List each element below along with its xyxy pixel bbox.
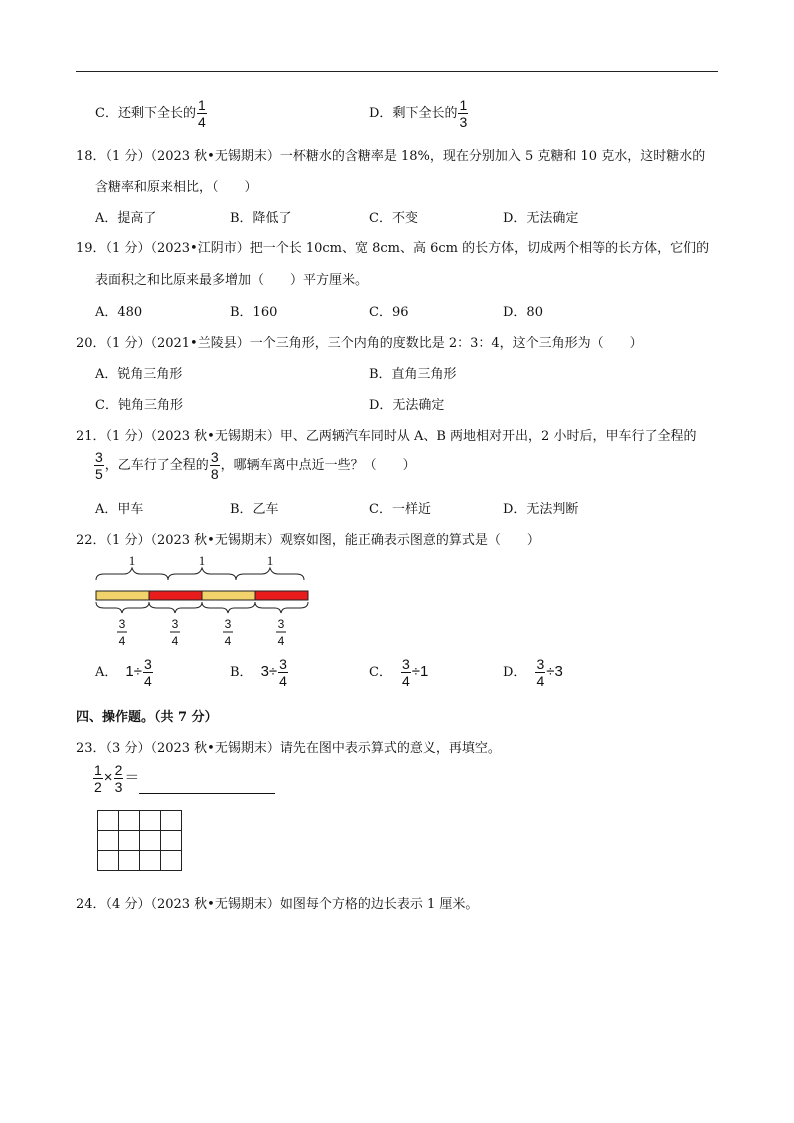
q18-option-a[interactable]: A．提高了 (95, 211, 157, 226)
q20-stem-line1: 20．（1 分）（2021•兰陵县）一个三角形，三个内角的度数比是 2：3：4，这个三角形为（ ） (76, 336, 643, 351)
bottom-fraction-3 (223, 617, 233, 648)
grid-cell[interactable] (98, 811, 119, 831)
grid-cell[interactable] (161, 851, 182, 871)
fraction: $\frac{3}{4}$ (401, 656, 410, 689)
grid-cell[interactable] (140, 851, 161, 871)
q19-option-d[interactable]: D．80 (503, 305, 543, 320)
q22-stem-line1: 22．（1 分）（2023 秋•无锡期末）观察如图，能正确表示图意的算式是（ ） (76, 533, 540, 548)
bottom-brace-2 (149, 602, 202, 613)
bottom-brace-3 (202, 602, 255, 613)
bottom-fraction-4 (276, 617, 286, 648)
grid-cell[interactable] (161, 811, 182, 831)
option-label: D． (369, 106, 393, 121)
q18-stem-line2: 含糖率和原来相比，（ ） (95, 180, 258, 195)
bottom-fraction-1 (117, 617, 127, 648)
top-label-3: 1 (266, 556, 274, 568)
q22-option-b[interactable]: B． 3÷ $\frac{3}{4}$ (230, 656, 287, 689)
grid-cell[interactable] (119, 811, 140, 831)
bar-segment-4 (255, 591, 308, 600)
q18-stem-line1: 18．（1 分）（2023 秋•无锡期末）一杯糖水的含糖率是 18%，现在分别加入 5 克糖和 10 克水，这时糖水的 (76, 149, 706, 164)
option-text: 还剩下全长的 (117, 106, 196, 121)
fraction: $\frac{3}{8}$ (210, 449, 219, 482)
brace-1 (96, 568, 168, 580)
grid-cell[interactable] (98, 831, 119, 851)
fraction: $\frac{2}{3}$ (114, 762, 123, 795)
section-heading: 四、操作题。（共 7 分） (76, 710, 218, 725)
fraction: $\frac{1}{2}$ (94, 762, 102, 795)
grid-cell[interactable] (161, 831, 182, 851)
q18-option-d[interactable]: D．无法确定 (503, 211, 579, 226)
q20-option-c[interactable]: C．钝角三角形 (95, 398, 183, 413)
fraction: $\frac{1}{4}$ (197, 97, 206, 130)
svg-text:3: 3 (171, 617, 179, 631)
q21-stem-line1: 21．（1 分）（2023 秋•无锡期末）甲、乙两辆汽车同时从 A、B 两地相对开出，2 小时后，甲车行了全程的 (76, 429, 697, 444)
svg-text:3: 3 (224, 617, 232, 631)
grid-cell[interactable] (119, 831, 140, 851)
fraction: $\frac{3}{4}$ (279, 656, 287, 689)
q19-option-c[interactable]: C．96 (369, 305, 409, 320)
q17-option-d[interactable] (369, 98, 469, 129)
q18-option-c[interactable]: C．不变 (369, 211, 418, 226)
brace-2 (168, 568, 236, 580)
answer-blank[interactable] (139, 779, 275, 794)
svg-text:4: 4 (277, 634, 285, 648)
fraction: $\frac{1}{3}$ (459, 97, 468, 130)
grid-cell[interactable] (140, 831, 161, 851)
fraction: $\frac{3}{4}$ (143, 656, 152, 689)
q20-option-a[interactable]: A．锐角三角形 (95, 367, 183, 382)
svg-text:4: 4 (118, 634, 126, 648)
fraction: $\frac{3}{5}$ (95, 449, 103, 482)
svg-text:3: 3 (118, 617, 126, 631)
bar-segment-2 (149, 591, 202, 600)
q17-option-c[interactable] (95, 98, 208, 129)
svg-text:3: 3 (277, 617, 285, 631)
bottom-brace-1 (96, 602, 149, 613)
q23-grid[interactable] (97, 810, 182, 871)
q20-option-d[interactable]: D．无法确定 (369, 398, 445, 413)
q19-stem-line2: 表面积之和比原来最多增加（ ）平方厘米。 (95, 273, 369, 288)
bottom-fraction-2 (170, 617, 180, 648)
header-rule (76, 71, 718, 72)
option-text: 剩下全长的 (392, 106, 458, 121)
q21-option-a[interactable]: A．甲车 (95, 502, 144, 517)
q22-option-d[interactable]: D． $\frac{3}{4}$ ÷3 (503, 656, 563, 689)
q21-stem-line2: $\frac{3}{5}$ ，乙车行了全程的 $\frac{3}{8}$ ，哪辆车离中点近一些？（ ） (95, 449, 416, 482)
q21-option-d[interactable]: D．无法判断 (503, 502, 579, 517)
option-label: C． (95, 106, 118, 121)
top-label-2: 1 (198, 556, 206, 568)
q22-bar-diagram (90, 556, 320, 656)
q24-stem-line1: 24．（4 分）（2023 秋•无锡期末）如图每个方格的边长表示 1 厘米。 (76, 897, 479, 912)
top-label-1: 1 (128, 556, 136, 568)
bar-segment-1 (96, 591, 149, 600)
grid-cell[interactable] (140, 811, 161, 831)
q19-stem-line1: 19．（1 分）（2023•江阴市）把一个长 10cm、宽 8cm、高 6cm 的长方体，切成两个相等的长方体，它们的 (76, 241, 710, 256)
q18-option-b[interactable]: B．降低了 (230, 211, 292, 226)
q22-option-a[interactable]: A． 1÷ $\frac{3}{4}$ (95, 656, 152, 689)
q22-option-c[interactable]: C． $\frac{3}{4}$ ÷1 (369, 656, 429, 689)
q19-option-b[interactable]: B．160 (230, 305, 278, 320)
q23-stem-line1: 23．（3 分）（2023 秋•无锡期末）请先在图中表示算式的意义，再填空。 (76, 741, 501, 756)
svg-text:4: 4 (224, 634, 232, 648)
grid-cell[interactable] (119, 851, 140, 871)
q23-expression: $\frac{1}{2}$ × $\frac{2}{3}$ ＝ (92, 763, 275, 794)
svg-text:4: 4 (171, 634, 179, 648)
q21-option-b[interactable]: B．乙车 (230, 502, 279, 517)
brace-3 (236, 568, 304, 580)
bottom-brace-4 (255, 602, 308, 613)
grid-cell[interactable] (98, 851, 119, 871)
q19-option-a[interactable]: A．480 (95, 305, 143, 320)
q21-option-c[interactable]: C．一样近 (369, 502, 431, 517)
bar-segment-3 (202, 591, 255, 600)
q20-option-b[interactable]: B．直角三角形 (369, 367, 457, 382)
fraction: $\frac{3}{4}$ (536, 656, 545, 689)
